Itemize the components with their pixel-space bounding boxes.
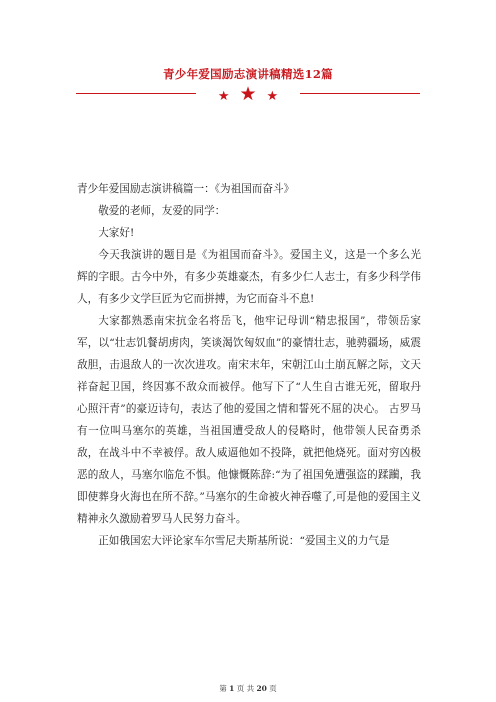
star-icon: ★ <box>217 89 230 104</box>
title-divider <box>76 82 420 106</box>
footer-prefix: 第 <box>219 684 227 693</box>
body-paragraph: 今天我演讲的题目是《为祖国而奋斗》。爱国主义，这是一个多么光辉的字眼。古今中外，有多少英雄豪杰，有多少仁人志士，有多少科学伟人，有多少文学巨匠为它而拼搏，为它而奋斗不息! <box>77 249 421 305</box>
divider-rule-left <box>76 93 196 94</box>
section-heading: 青少年爱国励志演讲稿篇一：《为祖国而奋斗》 <box>77 183 295 195</box>
footer-suffix: 页 <box>269 684 277 693</box>
document-title: 青少年爱国励志演讲稿精选12篇 <box>162 67 333 81</box>
current-page-number: 1 <box>229 684 235 693</box>
divider-rule-right <box>300 93 420 94</box>
star-icon: ★ <box>266 89 279 104</box>
page-footer <box>0 683 496 694</box>
greeting: 大家好! <box>98 227 135 239</box>
star-icon: ★ <box>239 83 257 105</box>
divider-stars <box>196 82 300 109</box>
footer-middle: 页 共 <box>236 684 255 693</box>
total-pages-number: 20 <box>256 684 267 693</box>
salutation: 敬爱的老师，友爱的同学： <box>98 205 226 217</box>
body-paragraph: 大家都熟悉南宋抗金名将岳飞，他牢记母训“精忠报国”，带领岳家军，以“壮志饥餐胡虏肉，笑谈渴饮匈奴血”的豪情壮志，驰骋疆场，威震敌胆，击退敌人的一次次进攻。南宋末年，宋朝江山土崩瓦解之际，文天祥奋起卫国，终因寡不敌众而被俘。他写下了“人生自古谁无死，留取丹心照汗青”的豪迈诗句，表达了他的爱国之情和誓死不屈的决心。 古罗马有一位叫马塞尔的英雄，当祖国遭受敌人的侵略时，他带领人民奋勇杀敌，在战斗中不幸被俘。敌人威逼他如不投降，就把他烧死。面对穷凶极恶的敌人，马塞尔临危不惧。他慷慨陈辞:“为了祖国免遭强盗的蹂躏，我即使葬身火海也在所不辞。”马塞尔的生命被火神吞噬了,可是他的爱国主义精神永久激励着罗马人民努力奋斗。 <box>77 315 421 525</box>
document-body <box>77 178 421 552</box>
body-paragraph: 正如俄国宏大评论家车尔雪尼夫斯基所说：“爱国主义的力气是 <box>98 535 390 547</box>
